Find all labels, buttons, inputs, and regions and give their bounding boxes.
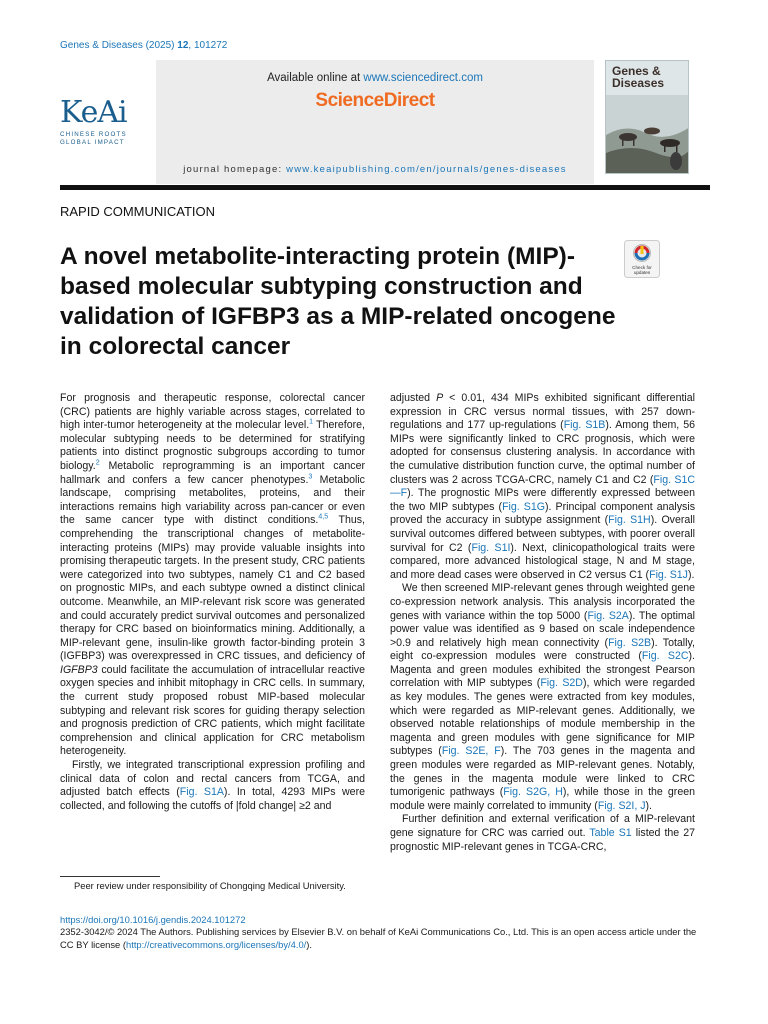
header-banner xyxy=(156,60,594,184)
fig-link-s2c[interactable]: Fig. S2C xyxy=(641,650,689,663)
cover-artwork xyxy=(606,95,689,174)
article-footer xyxy=(60,914,710,951)
article-title: A novel metabolite-interacting protein (MIP)-based molecular subtyping construction and validation of IGFBP3 as a MIP-related oncogene in colorectal cancer xyxy=(60,243,616,360)
sciencedirect-link[interactable]: www.sciencedirect.com xyxy=(363,72,483,84)
peer-review-footnote: Peer review under responsibility of Chongqing Medical University. xyxy=(74,880,346,891)
article-type: RAPID COMMUNICATION xyxy=(60,204,216,219)
fig-link-s2b[interactable]: Fig. S2B xyxy=(608,636,652,649)
doi-link[interactable]: https://doi.org/10.1016/j.gendis.2024.101272 xyxy=(60,914,246,925)
fig-link-s1c-f[interactable]: Fig. S1C—F xyxy=(390,473,695,500)
journal-homepage xyxy=(156,164,594,175)
journal-citation[interactable] xyxy=(60,40,227,51)
results-paragraph-3: Further definition and external verification of a MIP-relevant gene signature for CRC was carried out. Table S1 listed the 27 prognostic MIP-relevant genes in TCGA-CRC, xyxy=(390,813,695,853)
available-prefix: Available online at xyxy=(267,72,364,84)
fig-link-s2d[interactable]: Fig. S2D xyxy=(540,677,583,690)
fig-link-s2g-h[interactable]: Fig. S2G, H xyxy=(503,786,563,799)
ref-link-4-5[interactable]: 4,5 xyxy=(318,513,329,521)
keai-logo-line1: CHINESE ROOTS xyxy=(60,131,127,138)
fig-link-s1a[interactable]: Fig. S1A xyxy=(179,786,224,799)
intro-paragraph: For prognosis and therapeutic response, colorectal cancer (CRC) patients are highly variable across stages, correlated to high inter-tumor heterogeneity at the molecular level.$^1$ Therefore, molecular subtyping needs to be determined for stratifying patients into distinct prognostic subgroups according to tumor biology.$^2$ Metabolic reprogramming is an important cancer hallmark and confers a few cancer phenotypes.$^3$ Metabolic landscape, comprising metabolites, proteins, and their interactions remains high variability across pan-cancer or even the same cancer type with distinct conditions.$^{4,5}$ Thus, comprehending the transcriptional changes of metabolite-interacting proteins (MIPs) may provide valuable insights into promising therapeutic targets. In the present study, CRC patients were categorized into two subtypes, namely C1 and C2 based on prognostic MIPs, and each subtype owned a distinct clinical outcome. Meanwhile, an MIP-relevant risk score was generated and could accurately predict survival outcomes and personalized therapy for CRC based on bioinformatics mining. Additionally, a MIP-relevant gene, insulin-like growth factor-binding protein 3 (IGFBP3) was overexpressed in CRC tissues, and deficiency of IGFBP3 could facilitate the accumulation of intracellular reactive oxygen species and inhibit mitophagy in CRC cells. In summary, the current study proposed robust MIP-based molecular subtyping and relevant risk scores for guiding therapy selection and prognosis prediction of CRC patients, which might facilitate comprehension and clinical application for CRC metabolism heterogeneity. xyxy=(60,392,365,758)
header-divider xyxy=(60,185,710,190)
keai-logo xyxy=(60,95,150,147)
cover-title-line1: Genes & xyxy=(612,64,661,78)
fig-link-s2a[interactable]: Fig. S2A xyxy=(587,609,629,622)
keai-logo-line2: GLOBAL IMPACT xyxy=(60,139,125,146)
homepage-link[interactable]: www.keaipublishing.com/en/journals/genes-diseases xyxy=(286,164,567,175)
table-link-s1[interactable]: Table S1 xyxy=(589,827,632,839)
fig-link-s1j[interactable]: Fig. S1J xyxy=(649,568,688,581)
ref-link-1[interactable]: 1 xyxy=(309,418,314,426)
fig-link-s1b[interactable]: Fig. S1B xyxy=(563,419,606,432)
crossmark-label1: Check for xyxy=(632,265,652,270)
cover-title-line2: Diseases xyxy=(612,76,665,90)
ref-link-3[interactable]: 3 xyxy=(308,473,313,481)
license-link[interactable]: http://creativecommons.org/licenses/by/4.0/ xyxy=(126,938,307,950)
journal-header xyxy=(60,60,710,184)
right-column xyxy=(390,392,695,854)
methods-paragraph: Firstly, we integrated transcriptional expression profiling and clinical data of colon and rectal cancers from TCGA, and adjusted batch effects (Fig. S1A). In total, 4293 MIPs were collected, and following the cutoffs of |fold change| ≥2 and xyxy=(60,759,365,812)
results-paragraph-2: We then screened MIP-relevant genes through weighted gene co-expression network analysis. This analysis incorporated the genes with variance within the top 5000 (Fig. S2A). The optimal power value was identified as 9 based on scale independence >0.9 and relatively high mean connectivity (Fig. S2B). Totally, eight co-expression modules were constructed (Fig. S2C). Magenta and green modules exhibited the strongest Pearson correlation with MIP subtypes (Fig. S2D), which were regarded as key modules. The genes were extracted from key modules, which were regarded as MIP-relevant genes. Additionally, we observed notable relationships of module membership in the magenta and green modules with gene significance for MIP subtypes (Fig. S2E, F). The 703 genes in the magenta and green modules were regarded as MIP-relevant genes. Notably, the genes in the magenta module were linked to CRC tumorigenic pathways (Fig. S2G, H), while those in the green module were mainly correlated to immunity (Fig. S2I, J). xyxy=(390,582,696,812)
journal-cover-image[interactable] xyxy=(605,60,689,174)
fig-link-s2e-f[interactable]: Fig. S2E, F xyxy=(441,745,501,758)
homepage-prefix: journal homepage: xyxy=(183,164,287,175)
citation-article: , 101272 xyxy=(188,40,228,51)
copyright-notice: 2352-3042/© 2024 The Authors. Publishing services by Elsevier B.V. on behalf of KeAi Communications Co., Ltd. This is an open access article under the CC BY license (http://creativecommons.org/licenses/by/4.0/). xyxy=(60,926,697,950)
ref-link-2[interactable]: 2 xyxy=(95,459,100,467)
fig-link-s2i-j[interactable]: Fig. S2I, J xyxy=(597,799,646,812)
footnote-divider xyxy=(60,876,160,877)
keai-logo-mark: KeAi xyxy=(60,95,127,130)
gene-name-italic: IGFBP3 xyxy=(60,663,98,676)
left-column xyxy=(60,392,365,813)
crossmark-label2: updates xyxy=(633,270,651,275)
fig-link-s1i[interactable]: Fig. S1I xyxy=(471,541,511,554)
check-for-updates-icon[interactable] xyxy=(624,240,660,278)
fig-link-s1h[interactable]: Fig. S1H xyxy=(608,514,651,527)
results-paragraph-1: adjusted P < 0.01, 434 MIPs exhibited significant differential expression in CRC versus normal tissues, with 257 down-regulations and 177 up-regulations (Fig. S1B). Among them, 56 MIPs were significantly linked to CRC prognosis, which were adopted for consensus clustering analysis. In accordance with the cumulative distribution function curve, the optimal number of clusters was 2 across TCGA-CRC, namely C1 and C2 (Fig. S1C—F). The prognostic MIPs were differently expressed between the two MIP subtypes (Fig. S1G). Principal component analysis proved the accuracy in subtype assignment (Fig. S1H). Overall survival outcomes differed between subtypes, with poorer overall survival for C2 (Fig. S1I). Next, clinicopathological traits were compared, more advanced histological stage, N and M stage, and more dead cases were observed in C2 versus C1 (Fig. S1J). xyxy=(390,392,696,581)
fig-link-s1g[interactable]: Fig. S1G xyxy=(502,500,545,513)
sciencedirect-logo[interactable]: ScienceDirect xyxy=(315,90,435,111)
available-online xyxy=(156,72,594,84)
citation-volume: 12 xyxy=(177,40,189,51)
citation-journal: Genes & Diseases (2025) xyxy=(60,40,178,51)
